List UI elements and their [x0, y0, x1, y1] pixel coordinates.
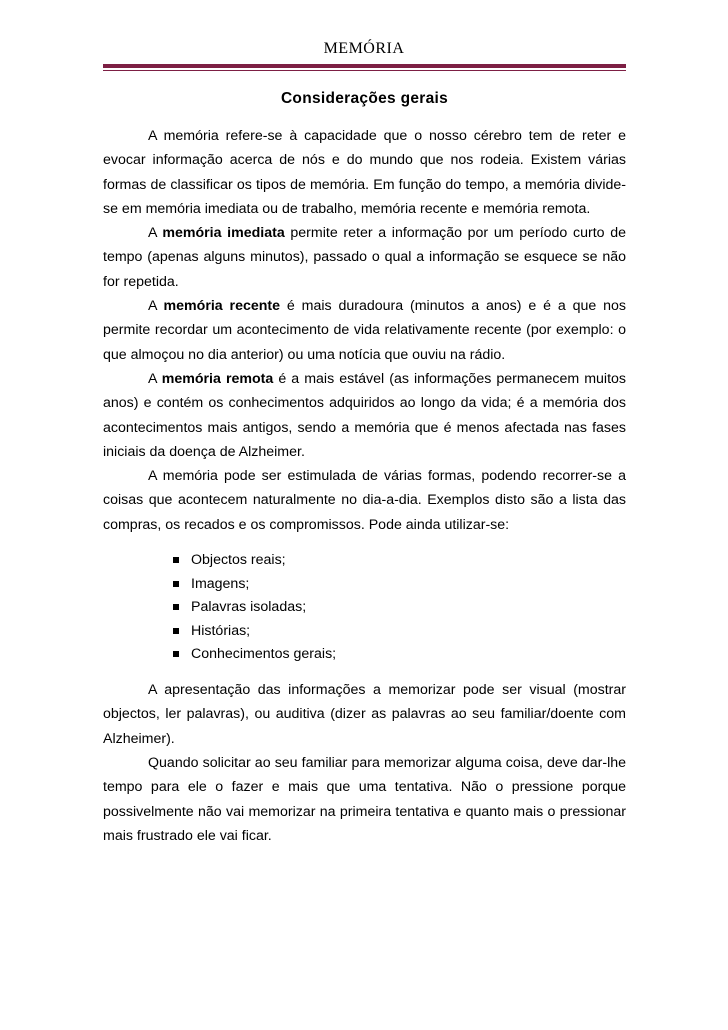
- paragraph-recent-memory: A memória recente é mais duradoura (minutos a anos) e é a que nos permite recordar um acontecimento de vida relativamente recente (por exemplo: o que almoçou no dia anterior) ou uma notícia que ouviu na rádio.: [103, 298, 627, 363]
- paragraph-patience: Quando solicitar ao seu familiar para memorizar alguma coisa, deve dar-lhe tempo para ele o fazer e mais que uma tentativa. Não o pressione porque possivelmente não vai memorizar na primeira tentativa e quanto mais o pressionar mais frustrado ele vai ficar.: [103, 754, 626, 844]
- term-immediate-memory: memória imediata: [162, 225, 285, 242]
- list-item: Palavras isoladas;: [103, 596, 626, 620]
- header-rule-thin: [103, 70, 626, 71]
- term-remote-memory: memória remota: [161, 370, 274, 387]
- list-item: Histórias;: [103, 620, 626, 644]
- square-bullet-icon: [173, 604, 179, 610]
- stimulation-list: [103, 549, 626, 667]
- list-item: Conhecimentos gerais;: [103, 643, 626, 667]
- square-bullet-icon: [173, 651, 179, 657]
- section-title: Considerações gerais: [280, 90, 449, 107]
- running-header: MEMÓRIA: [323, 40, 405, 57]
- square-bullet-icon: [173, 557, 179, 563]
- square-bullet-icon: [173, 628, 179, 634]
- square-bullet-icon: [173, 581, 179, 587]
- paragraph-intro: A memória refere-se à capacidade que o nosso cérebro tem de reter e evocar informação acerca de nós e do mundo que nos rodeia. Existem várias formas de classificar os tipos de memória. Em função do tempo, a memória divide-se em memória imediata ou de trabalho, memória recente e memória remota.: [103, 128, 626, 217]
- paragraph-presentation: A apresentação das informações a memorizar pode ser visual (mostrar objectos, ler palavras), ou auditiva (dizer as palavras ao seu familiar/doente com Alzheimer).: [103, 682, 626, 747]
- paragraph-remote-memory: A memória remota é a mais estável (as informações permanecem muitos anos) e contém os conhecimentos adquiridos ao longo da vida; é a memória dos acontecimentos mais antigos, sendo a memória que é menos afectada nas fases iniciais da doença de Alzheimer.: [103, 370, 627, 460]
- header-rule-thick: [103, 64, 626, 68]
- list-item: Objectos reais;: [103, 549, 626, 573]
- paragraph-stimulation: A memória pode ser estimulada de várias formas, podendo recorrer-se a coisas que acontecem naturalmente no dia-a-dia. Exemplos disto são a lista das compras, os recados e os compromissos. Pode ainda utilizar-se:: [103, 468, 626, 533]
- term-recent-memory: memória recente: [163, 298, 281, 315]
- document-body: [103, 124, 626, 848]
- list-item: Imagens;: [103, 573, 626, 597]
- paragraph-immediate-memory: A memória imediata permite reter a informação por um período curto de tempo (apenas alguns minutos), passado o qual a informação se esquece se não for repetida.: [103, 225, 626, 290]
